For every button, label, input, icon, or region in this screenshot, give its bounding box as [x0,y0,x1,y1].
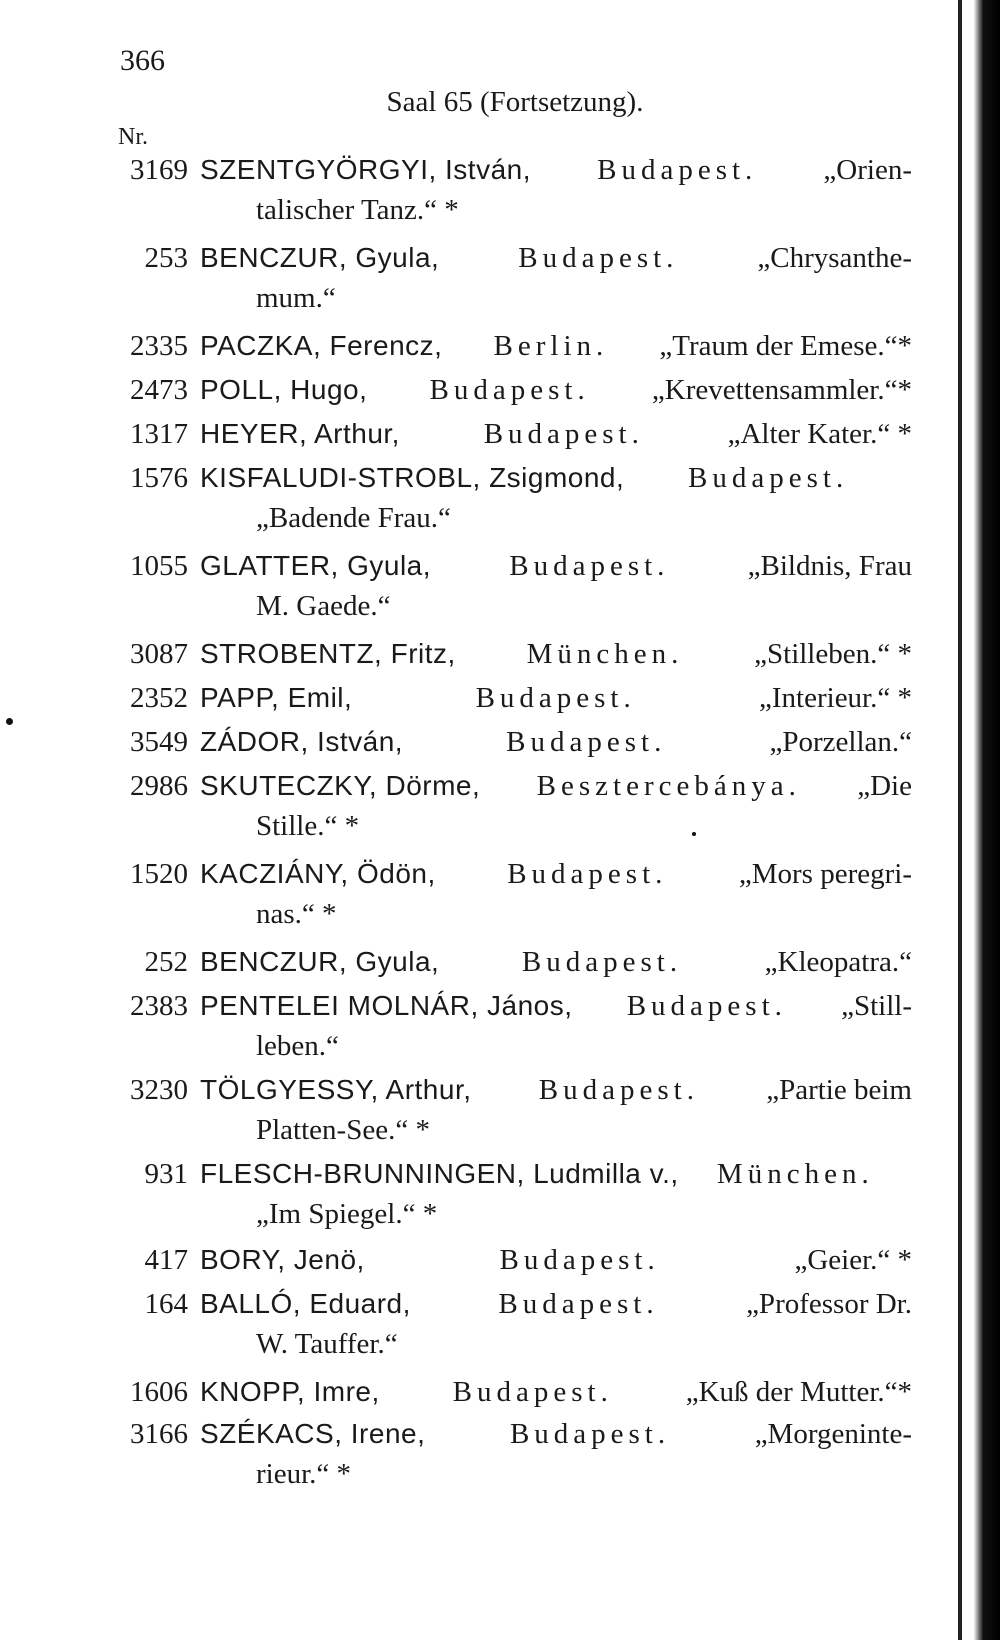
catalog-entry [0,986,940,1066]
catalog-entry [0,634,940,674]
entry-text [200,678,912,718]
entry-title: „Stilleben.“ * [754,638,912,670]
entry-line-2: M. Gaede.“ [256,590,391,622]
entry-city: Budapest. [597,154,758,186]
catalog-entry [0,370,940,410]
entry-title: „Mors peregri- [738,858,912,890]
entry-title: „Kuß der Mutter.“* [685,1376,912,1408]
entry-city: Berlin. [493,330,609,362]
catalog-entry [0,414,940,454]
entry-line-1 [200,1070,912,1110]
entry-city: Budapest. [429,374,590,406]
entry-text [200,1414,912,1494]
entry-line-1 [200,326,912,366]
entry-artist: STROBENTZ, Fritz, [200,638,456,669]
catalog-entry [0,326,940,366]
entry-text [200,1284,912,1364]
entry-title: „Professor Dr. [746,1288,912,1320]
catalog-entry [0,678,940,718]
entry-text [200,942,912,982]
entry-artist: BORY, Jenö, [200,1244,365,1275]
entry-title: „Still- [841,990,912,1022]
entry-line-1 [200,766,912,806]
entry-text [200,238,912,318]
catalog-entries [0,150,940,1494]
entry-title: „Partie beim [766,1074,912,1106]
entry-artist: SKUTECZKY, Dörme, [200,770,481,801]
entry-text [200,1070,912,1150]
entry-number: 252 [144,946,188,978]
entry-number: 2383 [130,990,188,1022]
entry-artist: SZENTGYÖRGYI, István, [200,154,532,185]
entry-line-1 [200,942,912,982]
entry-text [200,766,912,846]
entry-number: 1317 [130,418,188,450]
entry-line-2: „Badende Frau.“ [256,502,451,534]
entry-artist: BENCZUR, Gyula, [200,242,440,273]
entry-line-1 [200,1372,912,1412]
entry-number: 1055 [130,550,188,582]
entry-artist: PACZKA, Ferencz, [200,330,443,361]
entry-line-1 [200,1240,912,1280]
entry-artist: HEYER, Arthur, [200,418,400,449]
catalog-entry [0,854,940,934]
entry-line-1 [200,414,912,454]
catalog-entry [0,458,940,538]
entry-text [200,986,912,1066]
entry-title: „Kleopatra.“ [764,946,912,978]
entry-number: 1576 [130,462,188,494]
catalog-entry [0,722,940,762]
entry-title: „Die [857,770,912,802]
ink-speck [692,832,696,836]
entry-line-1 [200,986,912,1026]
entry-line-2: leben.“ [256,1030,339,1062]
entry-artist: BALLÓ, Eduard, [200,1288,411,1319]
entry-line-1 [200,150,912,190]
entry-line-2: Stille.“ * [256,810,360,842]
entry-line-2: Platten-See.“ * [256,1114,430,1146]
catalog-entry [0,238,940,318]
entry-title: „Bildnis, Frau [747,550,912,582]
entry-artist: POLL, Hugo, [200,374,368,405]
catalog-entry [0,1240,940,1280]
entry-line-1 [200,634,912,674]
entry-city: Budapest. [499,1244,660,1276]
entry-title: „Traum der Emese.“* [659,330,912,362]
entry-city: Budapest. [498,1288,659,1320]
entry-artist: TÖLGYESSY, Arthur, [200,1074,472,1105]
entry-title: „Krevettensammler.“* [651,374,912,406]
entry-line-1 [200,370,912,410]
entry-city: Budapest. [507,858,668,890]
entry-number: 3549 [130,726,188,758]
page-number: 366 [120,44,165,77]
entry-number: 417 [144,1244,188,1276]
entry-number: 2352 [130,682,188,714]
entry-number: 3169 [130,154,188,186]
catalog-entry [0,1154,940,1234]
entry-text [200,1240,912,1280]
entry-city: Budapest. [509,1418,671,1450]
entry-text [200,458,912,538]
entry-number: 1520 [130,858,188,890]
entry-title: „Porzellan.“ [769,726,912,758]
section-header: Saal 65 (Fortsetzung). [386,86,644,118]
entry-artist: KACZIÁNY, Ödön, [200,858,436,889]
entry-line-2: „Im Spiegel.“ * [256,1198,438,1230]
entry-city: Budapest. [509,550,670,582]
entry-line-1 [200,678,912,718]
entry-artist: GLATTER, Gyula, [200,550,432,581]
entry-line-2: rieur.“ * [256,1458,352,1490]
entry-artist: BENCZUR, Gyula, [200,946,440,977]
entry-line-2: talischer Tanz.“ * [256,194,459,226]
entry-number: 1606 [130,1376,188,1408]
entry-text [200,854,912,934]
entry-number: 253 [144,242,188,274]
entry-city: Budapest. [521,946,683,978]
entry-title: „Chrysanthe- [757,242,912,274]
catalog-entry [0,766,940,846]
entry-text [200,370,912,410]
entry-city: München. [526,638,684,670]
entry-number: 2335 [130,330,188,362]
entry-number: 3230 [130,1074,188,1106]
nr-column-label: Nr. [118,124,148,150]
catalog-entry [0,942,940,982]
entry-city: Besztercebánya. [536,770,801,802]
entry-text [200,722,912,762]
entry-city: Budapest. [483,418,644,450]
entry-number: 164 [144,1288,188,1320]
entry-number: 931 [144,1158,188,1190]
entry-line-2: mum.“ [256,282,336,314]
entry-artist: PENTELEI MOLNÁR, János, [200,990,573,1021]
entry-city: Budapest. [688,462,849,494]
entry-city: Budapest. [452,1376,613,1408]
book-spine-shadow [956,0,1000,1640]
entry-city: Budapest. [538,1074,699,1106]
entry-city: Budapest. [518,242,679,274]
catalog-entry [0,1284,940,1364]
entry-artist: PAPP, Emil, [200,682,353,713]
entry-line-1 [200,854,912,894]
entry-number: 2986 [130,770,188,802]
catalog-entry [0,1414,940,1494]
entry-line-2: W. Tauffer.“ [256,1328,398,1360]
book-spine-edge [958,0,962,1640]
entry-text [200,1372,912,1412]
entry-line-1 [200,546,912,586]
entry-city: Budapest. [475,682,636,714]
catalog-entry [0,1372,940,1412]
entry-artist: KISFALUDI-STROBL, Zsigmond, [200,462,625,493]
entry-city: München. [716,1158,874,1190]
entry-line-1 [200,458,912,498]
entry-text [200,546,912,626]
entry-text [200,1154,912,1234]
entry-text [200,414,912,454]
entry-text [200,634,912,674]
entry-artist: SZÉKACS, Irene, [200,1418,426,1449]
entry-text [200,326,912,366]
catalog-entry [0,150,940,230]
entry-title: „Orien- [823,154,912,186]
catalog-entry [0,546,940,626]
entry-line-1 [200,1414,912,1454]
ink-speck [6,718,13,725]
entry-title: „Morgeninte- [754,1418,912,1450]
entry-number: 2473 [130,374,188,406]
entry-line-1 [200,1284,912,1324]
entry-city: Budapest. [626,990,787,1022]
entry-line-2: nas.“ * [256,898,337,930]
entry-city: Budapest. [506,726,667,758]
entry-artist: KNOPP, Imre, [200,1376,380,1407]
catalog-entry [0,1070,940,1150]
entry-number: 3087 [130,638,188,670]
entry-title: „Geier.“ * [794,1244,912,1276]
entry-line-1 [200,1154,912,1194]
entry-number: 3166 [130,1418,188,1450]
entry-line-1 [200,238,912,278]
entry-title: „Alter Kater.“ * [727,418,912,450]
entry-artist: FLESCH-BRUNNINGEN, Ludmilla v., [200,1158,679,1189]
entry-title: „Interieur.“ * [759,682,912,714]
entry-line-1 [200,722,912,762]
entry-artist: ZÁDOR, István, [200,726,404,757]
entry-text [200,150,912,230]
